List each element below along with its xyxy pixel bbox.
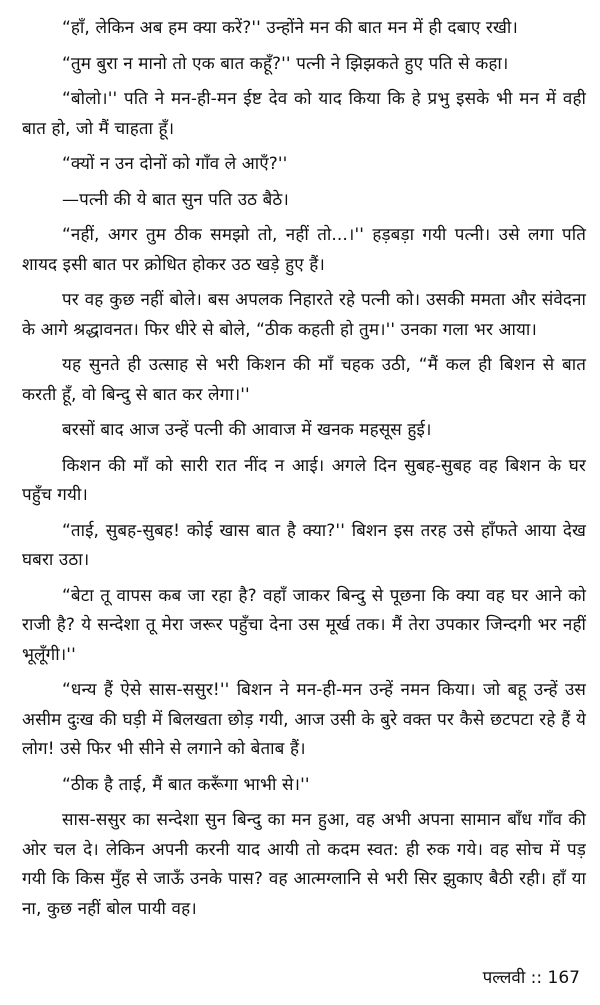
paragraph-13: “धन्य हैं ऐसे सास-ससुर!'' बिशन ने मन-ही-मन उन्हें नमन किया। जो बहू उन्हें उस असीम दुःख की घड़ी में बिलखता छोड़ गयी, आज उसी के बुरे वक्त पर कैसे छटपटा रहे हैं ये लोग! उसे फिर भी सीने से लगाने को बेताब हैं। [22, 680, 586, 759]
paragraph-14: “ठीक है ताई, मैं बात करूँगा भाभी से।'' [62, 774, 310, 795]
paragraph-9: बरसों बाद आज उन्हें पत्नी की आवाज में खनक महसूस हुई। [62, 420, 432, 440]
paragraph-5: —पत्नी की ये बात सुन पति उठ बैठे। [62, 189, 289, 210]
paragraph-8: यह सुनते ही उत्साह से भरी किशन की माँ चहक उठी, “मैं कल ही बिशन से बात करती हूँ, वो बिन्दु से बात कर लेगा।'' [22, 355, 586, 405]
paragraph-2: “तुम बुरा न मानो तो एक बात कहूँ?'' पत्नी ने झिझकते हुए पति से कहा। [62, 53, 509, 74]
paragraph-1: “हाँ, लेकिन अब हम क्या करें?'' उन्होंने मन की बात मन में ही दबाए रखी। [62, 18, 518, 38]
paragraph-11: “ताई, सुबह-सुबह! कोई खास बात है क्या?'' बिशन इस तरह उसे हाँफते आया देख घबरा उठा। [22, 520, 586, 570]
paragraph-4: “क्यों न उन दोनों को गाँव ले आएँ?'' [62, 154, 288, 174]
paragraph-15: सास-ससुर का सन्देशा सुन बिन्दु का मन हुआ, वह अभी अपना सामान बाँध गाँव की ओर चल दे। लेकिन अपनी करनी याद आयी तो कदम स्वत: ही रुक गये। वह सोच में पड़ गयी कि किस मुँह से जाऊँ उनके पास? वह आत्मग्लानि से भरी सिर झुकाए बैठी रही। हाँ या ना, कुछ नहीं बोल पायी वह। [22, 810, 586, 919]
paragraph-3: “बोलो।'' पति ने मन-ही-मन ईष्ट देव को याद किया कि हे प्रभु इसके भी मन में वही बात हो, जो मैं चाहता हूँ। [22, 89, 586, 139]
paragraph-7: पर वह कुछ नहीं बोले। बस अपलक निहारते रहे पत्नी को। उसकी ममता और संवेदना के आगे श्रद्धावनत। फिर धीरे से बोले, “ठीक कहती हो तुम।'' उनका गला भर आया। [22, 290, 586, 340]
paragraph-6: “नहीं, अगर तुम ठीक समझो तो, नहीं तो...।'' हड़बड़ा गयी पत्नी। उसे लगा पति शायद इसी बात पर क्रोधित होकर उठ खड़े हुए हैं। [22, 225, 586, 275]
paragraph-12: “बेटा तू वापस कब जा रहा है? वहाँ जाकर बिन्दु से पूछना कि क्या वह घर आने को राजी है? ये सन्देशा तू मेरा जरूर पहुँचा देना उस मूर्ख तक। मैं तेरा उपकार जिन्दगी भर नहीं भूलूँगी।'' [22, 585, 586, 665]
page-footer: पल्लवी :: 167 [482, 968, 580, 988]
paragraph-10: किशन की माँ को सारी रात नींद न आई। अगले दिन सुबह-सुबह वह बिशन के घर पहुँच गयी। [22, 455, 586, 505]
